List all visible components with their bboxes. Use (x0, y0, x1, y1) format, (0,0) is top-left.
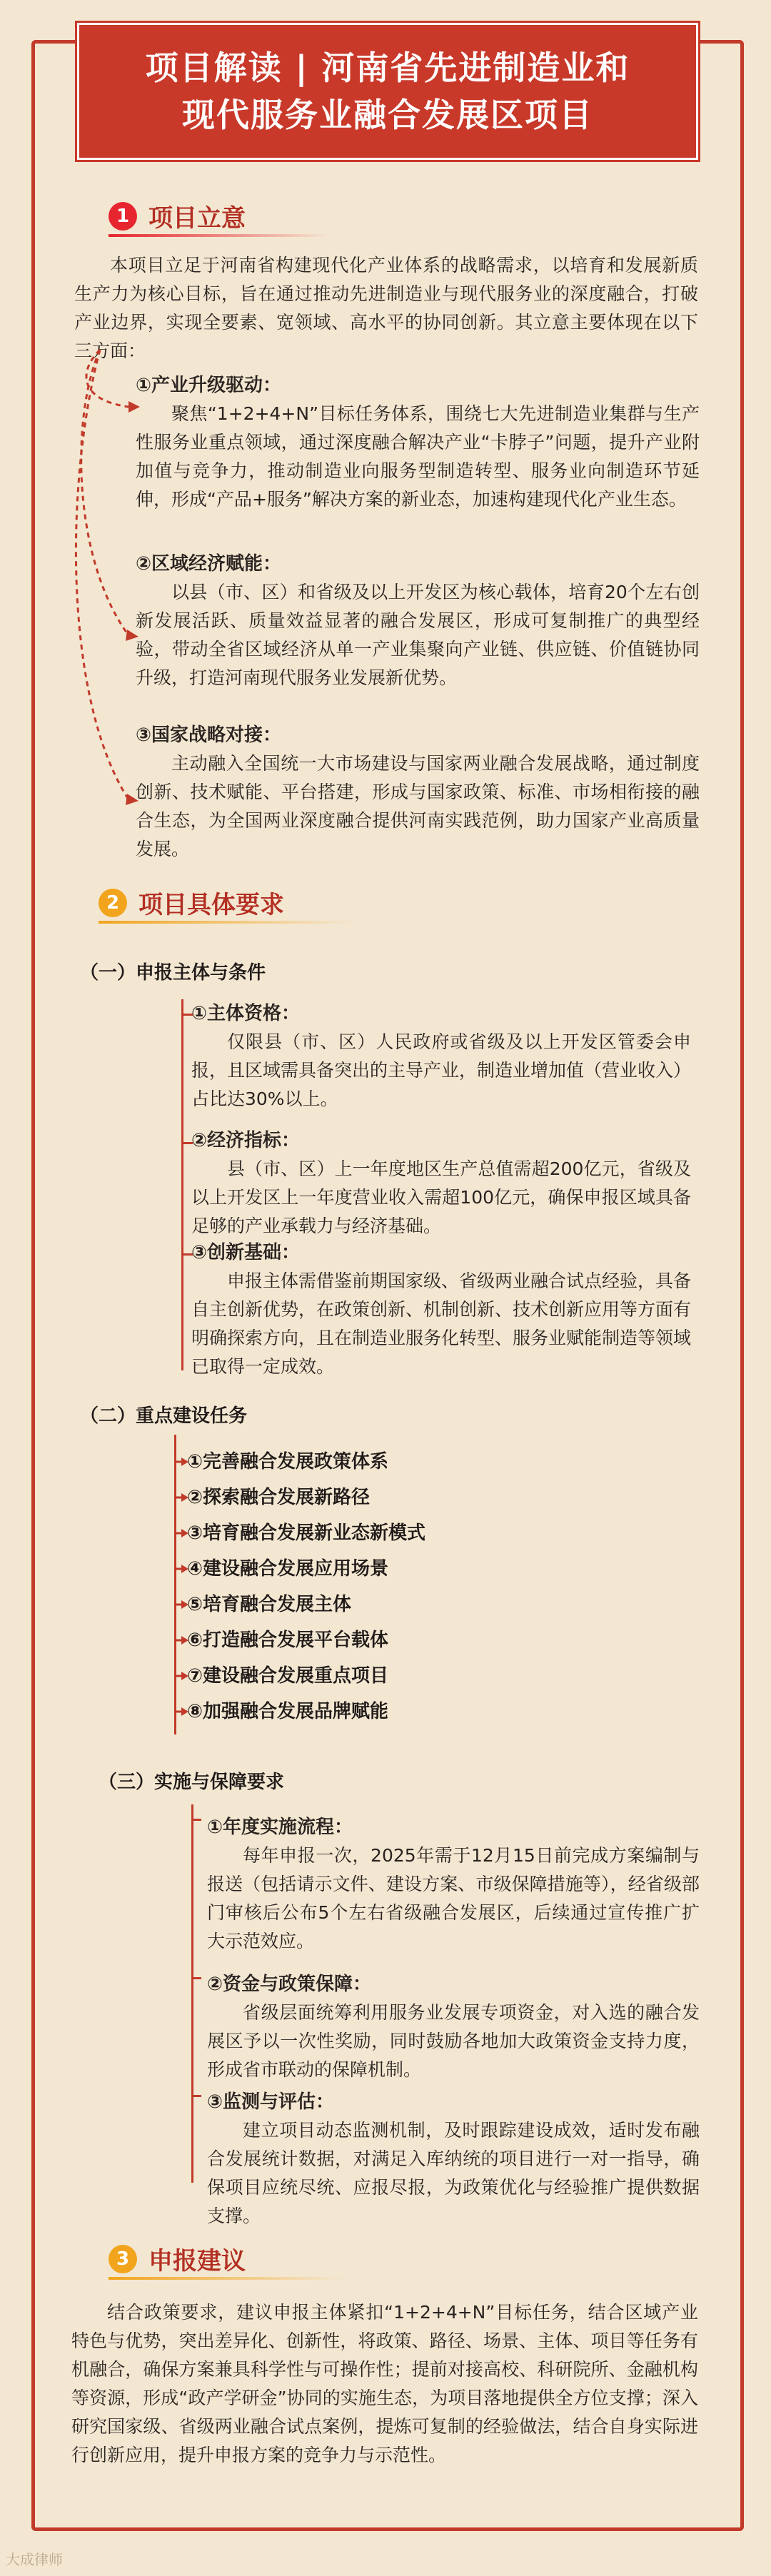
part-3-tick-2 (191, 1977, 201, 1979)
task-item-3: ③培育融合发展新业态新模式 (187, 1522, 426, 1544)
title-line-2: 现代服务业融合发展区项目 (182, 96, 593, 134)
part-2-title: （二）重点建设任务 (80, 1405, 248, 1427)
s1-item-1-label: ①产业升级驱动： (136, 375, 282, 396)
part-1-line (181, 999, 183, 1370)
p3-item-1 (207, 1813, 700, 1956)
s1-item-2 (136, 550, 700, 692)
section-2-title: 项目具体要求 (138, 891, 284, 919)
p3-item-3-text: 建立项目动态监测机制，及时跟踪建设成效，适时发布融合发展统计数据，对满足入库纳统的项目进行一对一指导，确保项目应统尽统、应报尽报，为政策优化与经验推广提供数据支撑。 (207, 2120, 700, 2226)
section-3-underline (109, 2277, 344, 2280)
p3-item-2-text: 省级层面统筹利用服务业发展专项资金，对入选的融合发展区予以一次性奖励，同时鼓励各地加大政策资金支持力度，形成省市联动的保障机制。 (207, 2002, 700, 2080)
p3-item-2-label: ②资金与政策保障： (207, 1974, 372, 1995)
p3-item-3 (207, 2088, 700, 2231)
task-item-7: ⑦建设融合发展重点项目 (187, 1665, 389, 1687)
section-2-number: 2 (99, 889, 127, 917)
p1-item-2-text: 县（市、区）上一年度地区生产总值需超200亿元，省级及以上开发区上一年度营业收入需超100亿元，确保申报区域具备足够的产业承载力与经济基础。 (191, 1158, 691, 1236)
p1-item-1 (191, 999, 691, 1113)
title-line-1: 项目解读 | 河南省先进制造业和 (145, 49, 630, 87)
task-item-5: ⑤培育融合发展主体 (187, 1594, 352, 1615)
section-1-intro: 本项目立足于河南省构建现代化产业体系的战略需求，以培育和发展新质生产力为核心目标，旨在通过推动先进制造业与现代服务业的深度融合，打破产业边界，实现全要素、宽领域、高水平的协同创新。其立意主要体现在以下三方面： (74, 255, 698, 361)
p1-item-2-label: ②经济指标： (191, 1130, 301, 1151)
s1-item-2-text: 以县（市、区）和省级及以上开发区为核心载体，培育20个左右创新发展活跃、质量效益显著的融合发展区，形成可复制推广的典型经验，带动全省区域经济从单一产业集聚向产业链、供应链、价值链协同升级，打造河南现代服务业发展新优势。 (136, 582, 700, 688)
s1-item-3-text: 主动融入全国统一大市场建设与国家两业融合发展战略，通过制度创新、技术赋能、平台搭建，形成与国家政策、标准、市场相衔接的融合生态，为全国两业深度融合提供河南实践范例，助力国家产业高质量发展。 (136, 753, 700, 859)
section-1-title: 项目立意 (148, 204, 246, 233)
section-2-underline (99, 921, 356, 924)
p1-item-1-label: ①主体资格： (191, 1003, 301, 1024)
task-item-8: ⑧加强融合发展品牌赋能 (187, 1701, 389, 1722)
part-3-tick-3 (191, 2095, 201, 2097)
p1-item-2 (191, 1126, 691, 1241)
section-1-number: 1 (109, 202, 137, 231)
s1-item-1 (136, 371, 700, 514)
task-item-4: ④建设融合发展应用场景 (187, 1558, 389, 1580)
p3-item-1-text: 每年申报一次，2025年需于12月15日前完成方案编制与报送（包括请示文件、建设方案、市级保障措施等），经省级部门审核后公布5个左右省级融合发展区，后续通过宣传推广扩大示范效应。 (207, 1845, 700, 1951)
task-item-6: ⑥打造融合发展平台载体 (187, 1630, 389, 1651)
part-3-line (191, 1804, 193, 2183)
p1-item-1-text: 仅限县（市、区）人民政府或省级及以上开发区管委会申报，且区域需具备突出的主导产业，制造业增加值（营业收入）占比达30%以上。 (191, 1031, 692, 1109)
part-3-tick-1 (191, 1819, 201, 1821)
title-banner (77, 23, 698, 160)
p3-item-3-label: ③监测与评估： (207, 2091, 335, 2113)
section-3-number: 3 (109, 2245, 137, 2273)
p1-item-3-label: ③创新基础： (191, 1242, 301, 1263)
p1-item-3 (191, 1238, 691, 1381)
s1-item-3-label: ③国家战略对接： (136, 724, 282, 746)
section-1-underline (109, 234, 330, 237)
p1-item-3-text: 申报主体需借鉴前期国家级、省级两业融合试点经验，具备自主创新优势，在政策创新、机制创新、技术创新应用等方面有明确探索方向，且在制造业服务化转型、服务业赋能制造等领域已取得一定成效。 (191, 1271, 692, 1377)
part-1-title: （一）申报主体与条件 (80, 962, 266, 984)
task-item-2: ②探索融合发展新路径 (187, 1487, 371, 1508)
section-1-heading (109, 198, 246, 233)
p3-item-1-label: ①年度实施流程： (207, 1817, 353, 1838)
section-3-heading (109, 2241, 246, 2276)
section-3-text: 结合政策要求，建议申报主体紧扣“1+2+4+N”目标任务，结合区域产业特色与优势，突出差异化、创新性，将政策、路径、场景、主体、项目等任务有机融合，确保方案兼具科学性与可操作性；提前对接高校、科研院所、金融机构等资源，形成“政产学研金”协同的实施生态，为项目落地提供全方位支撑；深入研究国家级、省级两业融合试点案例，提炼可复制的经验做法，结合自身实际进行创新应用，提升申报方案的竞争力与示范性。 (71, 2302, 698, 2465)
section-3-title: 申报建议 (148, 2247, 246, 2276)
part-3-title: （三）实施与保障要求 (99, 1772, 285, 1793)
s1-item-2-label: ②区域经济赋能： (136, 553, 282, 575)
watermark: 大成律师 (6, 2551, 63, 2568)
p3-item-2 (207, 1970, 700, 2084)
s1-item-1-text: 聚焦“1+2+4+N”目标任务体系，围绕七大先进制造业集群与生产性服务业重点领域，通过深度融合解决产业“卡脖子”问题，提升产业附加值与竞争力，推动制造业向服务型制造转型、服务业向制造环节延伸，形成“产品+服务”解决方案的新业态，加速构建现代化产业生态。 (136, 403, 700, 510)
s1-item-3 (136, 721, 700, 864)
section-2-heading (99, 885, 284, 920)
task-item-1: ①完善融合发展政策体系 (187, 1451, 389, 1473)
